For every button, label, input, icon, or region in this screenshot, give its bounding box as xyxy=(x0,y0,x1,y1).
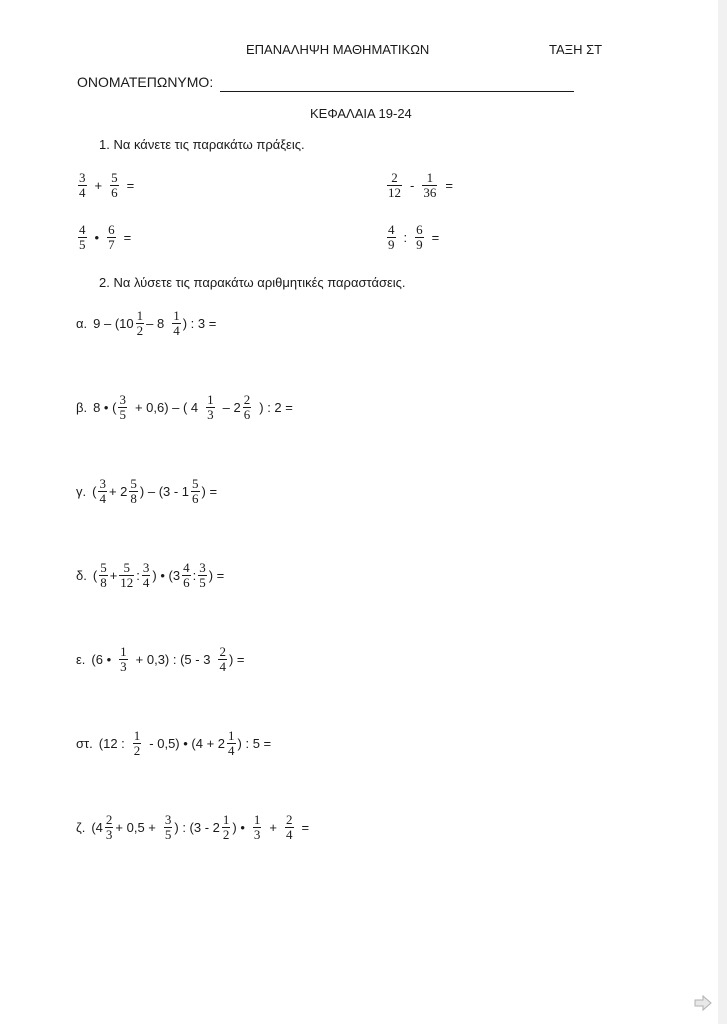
fraction: $\frac{5}{8}$ xyxy=(130,476,137,506)
fraction: $\frac{1}{3}$ xyxy=(120,644,127,674)
fraction: $\frac{2}{4}$ xyxy=(219,644,226,674)
fraction: $\frac{1}{2}$ xyxy=(222,812,230,842)
fraction: $\frac{6}{9}$ xyxy=(416,222,423,252)
name-label: ΟΝΟΜΑΤΕΠΩΝΥΜΟ: xyxy=(77,74,214,90)
fraction: $\frac{1}{2}$ xyxy=(136,308,144,338)
fraction: $\frac{1}{3}$ xyxy=(207,392,214,422)
exercise-1b: $\frac{2}{12}$ - $\frac{1}{36}$ = xyxy=(388,170,453,200)
fraction: $\frac{5}{6}$ xyxy=(192,476,199,506)
fraction: $\frac{6}{7}$ xyxy=(108,222,115,252)
exercise-2b: β. 8 • ( $\frac{3}{5}$ + 0,6) – ( 4 $\frac{1}{3}$ – 2 $\frac{2}{6}$ ) : 2 = xyxy=(76,392,293,422)
fraction: $\frac{2}{12}$ xyxy=(388,170,401,200)
exercise-2st: στ. (12 : $\frac{1}{2}$ - 0,5) • (4 + 2 $\frac{1}{4}$ ) : 5 = xyxy=(76,728,272,758)
exercise-2a: α. 9 – (10 $\frac{1}{2}$ – 8 $\frac{1}{4}$ ) : 3 = xyxy=(76,308,217,338)
section1-heading: 1. Να κάνετε τις παρακάτω πράξεις. xyxy=(99,137,305,152)
exercise-1c: $\frac{4}{5}$ • $\frac{6}{7}$ = xyxy=(79,222,132,252)
fraction: $\frac{4}{9}$ xyxy=(388,222,395,252)
fraction: $\frac{2}{4}$ xyxy=(286,812,293,842)
fraction: $\frac{3}{4}$ xyxy=(99,476,106,506)
fraction: $\frac{1}{3}$ xyxy=(253,812,261,842)
fraction: $\frac{1}{4}$ xyxy=(228,728,235,758)
section2-heading: 2. Να λύσετε τις παρακάτω αριθμητικές παραστάσεις. xyxy=(99,275,406,290)
exercise-1d: $\frac{4}{9}$ : $\frac{6}{9}$ = xyxy=(388,222,440,252)
fraction: $\frac{3}{5}$ xyxy=(164,812,172,842)
page-edge-strip xyxy=(718,0,727,1024)
fraction: $\frac{4}{6}$ xyxy=(183,560,190,590)
fraction: $\frac{3}{4}$ xyxy=(142,560,150,590)
document-title: ΕΠΑΝΑΛΗΨΗ ΜΑΘΗΜΑΤΙΚΩΝ xyxy=(246,42,430,57)
fraction: $\frac{2}{6}$ xyxy=(243,392,251,422)
exercise-2z: ζ. (4 $\frac{2}{3}$ + 0,5 + $\frac{3}{5}$ ) : (3 - 2 $\frac{1}{2}$ ) • $\frac{1}{3}$ + $\frac{2}{4}$ = xyxy=(76,812,310,842)
fraction: $\frac{1}{36}$ xyxy=(423,170,437,200)
fraction: $\frac{4}{5}$ xyxy=(79,222,86,252)
fraction: $\frac{1}{4}$ xyxy=(173,308,180,338)
chapters-heading: ΚΕΦΑΛΑΙΑ 19-24 xyxy=(310,106,412,121)
name-fill-line xyxy=(220,91,574,92)
arrow-right-icon[interactable] xyxy=(693,994,713,1012)
exercise-2e: ε. (6 • $\frac{1}{3}$ + 0,3) : (5 - 3 $\frac{2}{4}$ ) = xyxy=(76,644,245,674)
fraction: $\frac{3}{5}$ xyxy=(199,560,206,590)
fraction: $\frac{3}{4}$ xyxy=(79,170,86,200)
class-label: ΤΑΞΗ ΣΤ xyxy=(549,42,603,57)
fraction: $\frac{1}{2}$ xyxy=(133,728,141,758)
fraction: $\frac{5}{12}$ xyxy=(120,560,134,590)
fraction: $\frac{2}{3}$ xyxy=(105,812,113,842)
fraction: $\frac{3}{5}$ xyxy=(119,392,126,422)
exercise-2d: δ. ( $\frac{5}{8}$ + $\frac{5}{12}$ : $\frac{3}{4}$ ) • (3 $\frac{4}{6}$ : $\frac{3}{5}$ ) = xyxy=(76,560,225,590)
fraction: $\frac{5}{6}$ xyxy=(111,170,118,200)
exercise-1a: $\frac{3}{4}$ + $\frac{5}{6}$ = xyxy=(79,170,135,200)
exercise-2c: γ. ( $\frac{3}{4}$ + 2 $\frac{5}{8}$ ) – (3 - 1 $\frac{5}{6}$ ) = xyxy=(76,476,218,506)
fraction: $\frac{5}{8}$ xyxy=(100,560,107,590)
